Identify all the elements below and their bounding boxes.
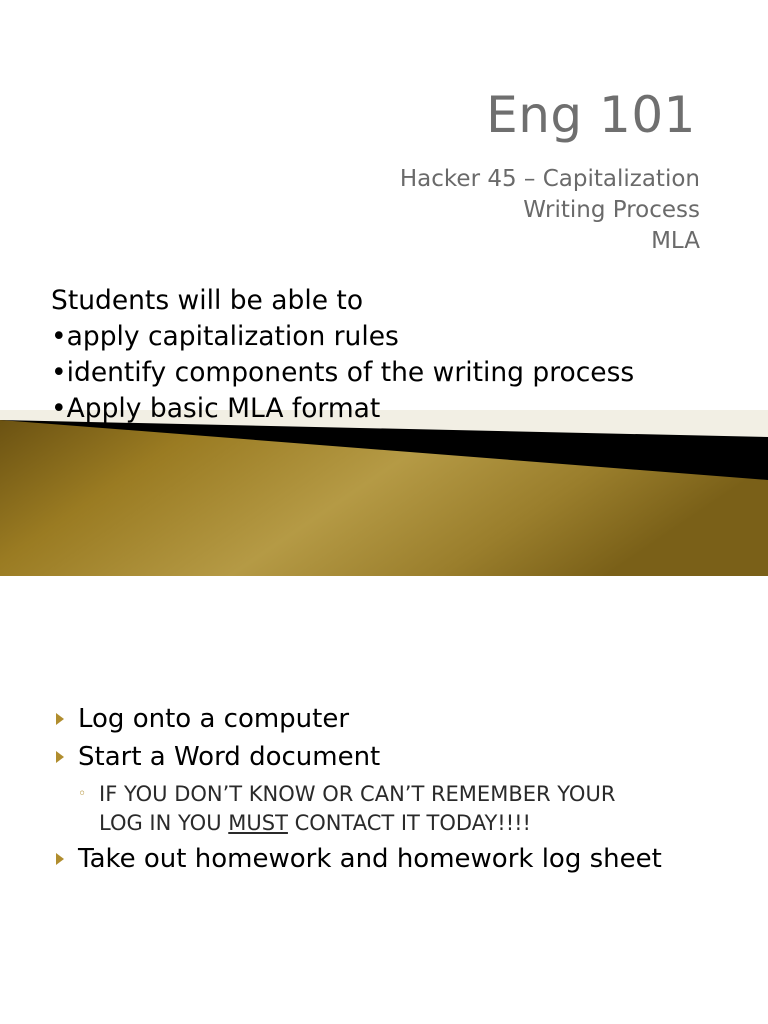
- objective-item: •Apply basic MLA format: [51, 393, 381, 424]
- bullet-text: Log onto a computer: [78, 704, 350, 734]
- subtitle-line: Writing Process: [523, 197, 700, 223]
- emphasis-must: MUST: [228, 811, 288, 835]
- objective-item: •identify components of the writing process: [51, 357, 635, 388]
- objectives-list: [51, 283, 634, 427]
- objective-item: •apply capitalization rules: [51, 321, 399, 352]
- subtitle-line: Hacker 45 – Capitalization: [399, 166, 700, 192]
- circle-bullet-icon: ◦: [78, 786, 87, 802]
- bullet-item: [54, 740, 662, 774]
- sub-bullet-line: [99, 809, 662, 838]
- slide-title: Eng 101: [486, 86, 696, 144]
- objectives-heading: Students will be able to: [51, 285, 364, 316]
- sub-bullet-text: LOG IN YOU: [99, 811, 229, 835]
- slide-subtitle: [400, 164, 700, 257]
- bullet-text: Start a Word document: [78, 742, 381, 772]
- bullet-text: Take out homework and homework log sheet: [78, 844, 662, 874]
- sub-bullet-line: IF YOU DON’T KNOW OR CAN’T REMEMBER YOUR: [99, 782, 616, 806]
- subtitle-line: MLA: [651, 228, 700, 254]
- triangle-bullet-icon: [56, 853, 64, 865]
- triangle-bullet-icon: [56, 751, 64, 763]
- bullet-list: [54, 702, 662, 876]
- bullet-item: [54, 702, 662, 736]
- bullet-item: [54, 842, 662, 876]
- sub-bullet-text: CONTACT IT TODAY!!!!: [287, 811, 531, 835]
- triangle-bullet-icon: [56, 713, 64, 725]
- sub-bullet-item: [54, 780, 662, 838]
